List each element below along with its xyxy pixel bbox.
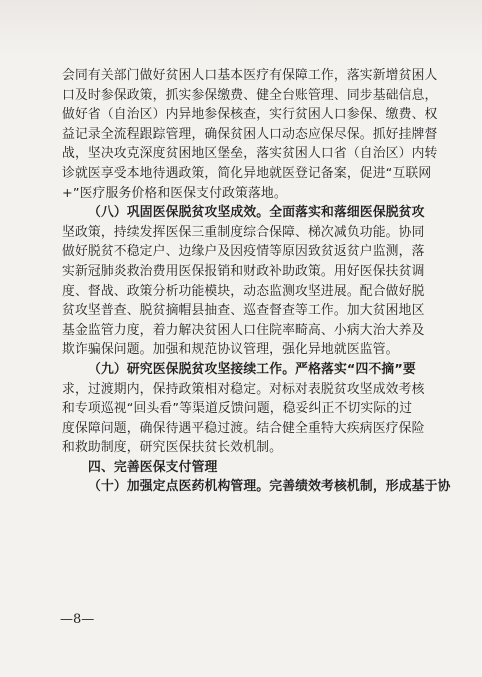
paragraph-line: 欺诈骗保问题。加强和规范协议管理，强化异地就医监管。: [62, 342, 399, 358]
paragraph-line: 贫攻坚普查、脱贫摘帽县抽查、巡查督查等工作。加大贫困地区: [62, 303, 425, 319]
paragraph-line: 口及时参保政策，抓实参保缴费、健全台账管理、同步基础信息，: [62, 87, 438, 103]
paragraph-line: +”医疗服务价格和医保支付政策落地。: [62, 185, 287, 201]
paragraph-line: 坚政策，持续发挥医保三重制度综合保障、梯次减负功能。协同: [62, 224, 425, 240]
paragraph-line: 诊就医享受本地待遇政策，简化异地就医登记备案，促进“互联网: [62, 165, 432, 181]
paragraph-line: 益记录全流程跟踪管理，确保贫困人口动态应保尽保。抓好挂牌督: [62, 126, 438, 142]
paragraph-line: 基金监管力度，着力解决贫困人口住院率畸高、小病大治大养及: [62, 322, 425, 338]
paragraph-line: 做好脱贫不稳定户、边缘户及因疫情等原因致贫返贫户监测，落: [62, 244, 425, 260]
page-shadow: [0, 0, 482, 58]
section-title: 四、完善医保支付管理: [88, 459, 218, 475]
page-number: —8—: [60, 612, 95, 627]
paragraph-line: 和专项巡视“回头看”等渠道反馈问题，稳妥纠正不切实际的过: [62, 401, 413, 417]
paragraph-line: 做好省（自治区）内异地参保核查，实行贫困人口参保、缴费、权: [62, 107, 438, 123]
paragraph-line: 度、督战、政策分析功能模块，动态监测攻坚进展。配合做好脱: [62, 283, 425, 299]
section-heading-10: （十）加强定点医药机构管理。完善绩效考核机制，形成基于协: [88, 479, 451, 495]
paragraph-line: 实新冠肺炎救治费用医保报销和财政补助政策。用好医保扶贫调: [62, 263, 425, 279]
paragraph-line: 求，过渡期内，保持政策相对稳定。对标对表脱贫攻坚成效考核: [62, 381, 425, 397]
paragraph-line: 和救助制度，研究医保扶贫长效机制。: [62, 440, 283, 456]
paragraph-line: 会同有关部门做好贫困人口基本医疗有保障工作，落实新增贫困人: [62, 68, 438, 83]
document-body: [62, 66, 451, 497]
section-heading-8: （八）巩固医保脱贫攻坚成效。全面落实和落细医保脱贫攻: [88, 205, 425, 221]
paragraph-line: 战，坚决攻克深度贫困地区堡垒，落实贫困人口省（自治区）内转: [62, 146, 438, 162]
section-heading-9: （九）研究医保脱贫攻坚接续工作。严格落实“四不摘”要: [88, 361, 416, 377]
paragraph-line: 度保障问题，确保待遇平稳过渡。结合健全重特大疾病医疗保险: [62, 420, 425, 436]
